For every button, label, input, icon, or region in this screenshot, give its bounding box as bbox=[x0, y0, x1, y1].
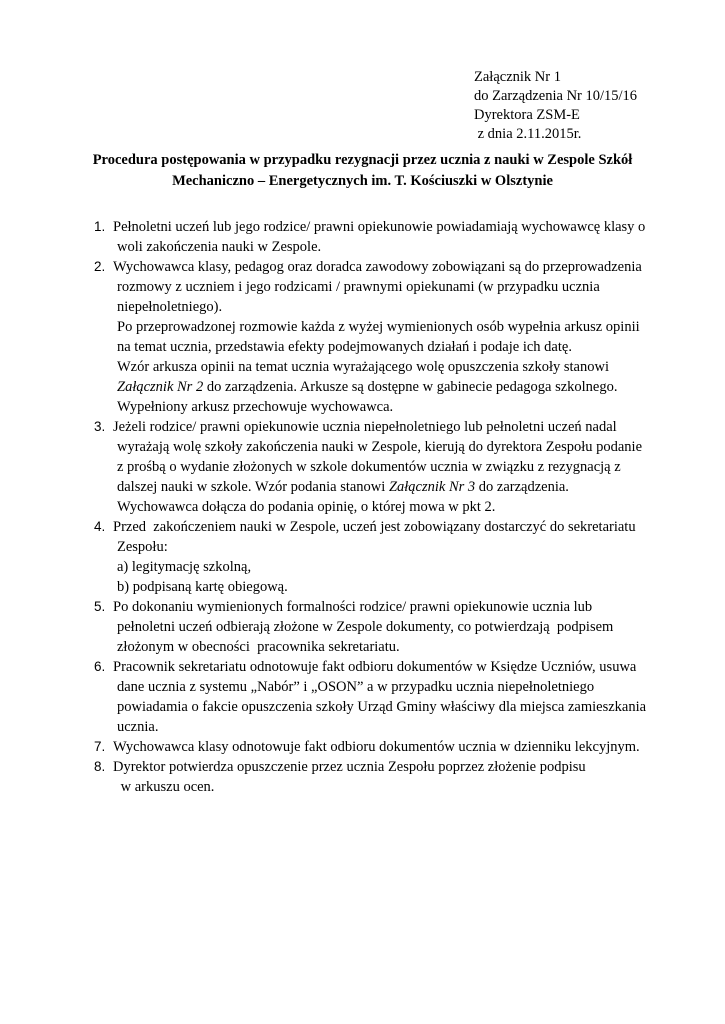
document-title bbox=[40, 150, 685, 192]
list-item bbox=[94, 217, 664, 257]
list-item bbox=[94, 657, 664, 737]
item-text-line: Dyrektor potwierdza opuszczenie przez ucznia Zespołu poprzez złożenie podpisu bbox=[113, 759, 586, 775]
list-item bbox=[94, 757, 664, 797]
item-text-line: Wychowawca klasy odnotowuje fakt odbioru dokumentów ucznia w dzienniku lekcyjnym. bbox=[113, 739, 640, 755]
item-number: 6. bbox=[94, 659, 106, 674]
item-text-line: Po dokonaniu wymienionych formalności rodzice/ prawni opiekunowie ucznia lub bbox=[113, 599, 593, 615]
item-number: 2. bbox=[94, 259, 106, 274]
attachment-reference: Załącznik Nr 3 bbox=[388, 479, 476, 495]
item-number: 8. bbox=[94, 759, 106, 774]
item-text-line: Wychowawca dołącza do podania opinię, o której mowa w pkt 2. bbox=[117, 499, 496, 515]
list-item bbox=[94, 517, 664, 597]
item-text-line: woli zakończenia nauki w Zespole. bbox=[117, 239, 322, 255]
header-line: Załącznik Nr 1 bbox=[474, 69, 561, 85]
item-text-line: Wzór arkusza opinii na temat ucznia wyrażającego wolę opuszczenia szkoły stanowi bbox=[117, 359, 609, 375]
item-text-line: pełnoletni uczeń odbierają złożone w Zespole dokumenty, co potwierdzają podpisem bbox=[117, 619, 614, 635]
item-text-line: Zespołu: bbox=[117, 539, 168, 555]
item-text-line: niepełnoletniego). bbox=[117, 299, 223, 315]
item-text-line: Wypełniony arkusz przechowuje wychowawca. bbox=[117, 399, 394, 415]
item-number: 3. bbox=[94, 419, 106, 434]
attachment-reference: Załącznik Nr 2 bbox=[117, 379, 204, 395]
attachment-header bbox=[474, 68, 637, 144]
item-number: 7. bbox=[94, 739, 106, 754]
item-text-line: dane ucznia z systemu „Nabór” i „OSON” a w przypadku ucznia niepełnoletniego bbox=[117, 679, 595, 695]
title-line: Mechaniczno – Energetycznych im. T. Kościuszki w Olsztynie bbox=[172, 173, 553, 189]
item-text-line: ucznia. bbox=[117, 719, 159, 735]
header-line: z dnia 2.11.2015r. bbox=[474, 126, 582, 142]
item-number: 5. bbox=[94, 599, 106, 614]
item-number: 1. bbox=[94, 219, 106, 234]
item-text-fragment: dalszej nauki w szkole. Wzór podania stanowi bbox=[117, 479, 389, 495]
title-line: Procedura postępowania w przypadku rezygnacji przez ucznia z nauki w Zespole Szkół bbox=[92, 152, 633, 168]
item-text-line bbox=[117, 477, 664, 497]
item-text-line: Przed zakończeniem nauki w Zespole, uczeń jest zobowiązany dostarczyć do sekretariatu bbox=[113, 519, 636, 535]
item-text-line: Pełnoletni uczeń lub jego rodzice/ prawni opiekunowie powiadamiają wychowawcę klasy o bbox=[113, 219, 646, 235]
item-sub-line: b) podpisaną kartę obiegową. bbox=[117, 579, 288, 595]
item-text-line: powiadamia o fakcie opuszczenia szkoły Urząd Gminy właściwy dla miejsca zamieszkania bbox=[117, 699, 647, 715]
item-text-line bbox=[117, 377, 664, 397]
item-text-line: z prośbą o wydanie złożonych w szkole dokumentów ucznia w związku z rezygnacją z bbox=[117, 459, 621, 475]
list-item bbox=[94, 257, 664, 417]
header-line: Dyrektora ZSM-E bbox=[474, 107, 580, 123]
procedure-list bbox=[94, 217, 664, 797]
header-line: do Zarządzenia Nr 10/15/16 bbox=[474, 88, 638, 104]
item-text-line: Po przeprowadzonej rozmowie każda z wyżej wymienionych osób wypełnia arkusz opinii bbox=[117, 319, 640, 335]
item-text-line: złożonym w obecności pracownika sekretariatu. bbox=[117, 639, 400, 655]
item-text-fragment: do zarządzenia. bbox=[475, 479, 569, 495]
item-text-line: Pracownik sekretariatu odnotowuje fakt odbioru dokumentów w Księdze Uczniów, usuwa bbox=[113, 659, 637, 675]
item-text-line: wyrażają wolę szkoły zakończenia nauki w Zespole, kierują do dyrektora Zespołu podanie bbox=[117, 439, 643, 455]
list-item bbox=[94, 597, 664, 657]
item-number: 4. bbox=[94, 519, 106, 534]
item-text-fragment: do zarządzenia. Arkusze są dostępne w gabinecie pedagoga szkolnego. bbox=[203, 379, 618, 395]
list-item bbox=[94, 417, 664, 517]
item-text-line: w arkuszu ocen. bbox=[117, 779, 215, 795]
item-text-line: Wychowawca klasy, pedagog oraz doradca zawodowy zobowiązani są do przeprowadzenia bbox=[113, 259, 642, 275]
item-text-line: Jeżeli rodzice/ prawni opiekunowie ucznia niepełnoletniego lub pełnoletni uczeń nadal bbox=[113, 419, 617, 435]
item-text-line: na temat ucznia, przedstawia efekty podejmowanych działań i podaje ich datę. bbox=[117, 339, 572, 355]
list-item bbox=[94, 737, 664, 757]
item-text-line: rozmowy z uczniem i jego rodzicami / prawnymi opiekunami (w przypadku ucznia bbox=[117, 279, 600, 295]
item-sub-line: a) legitymację szkolną, bbox=[117, 559, 252, 575]
